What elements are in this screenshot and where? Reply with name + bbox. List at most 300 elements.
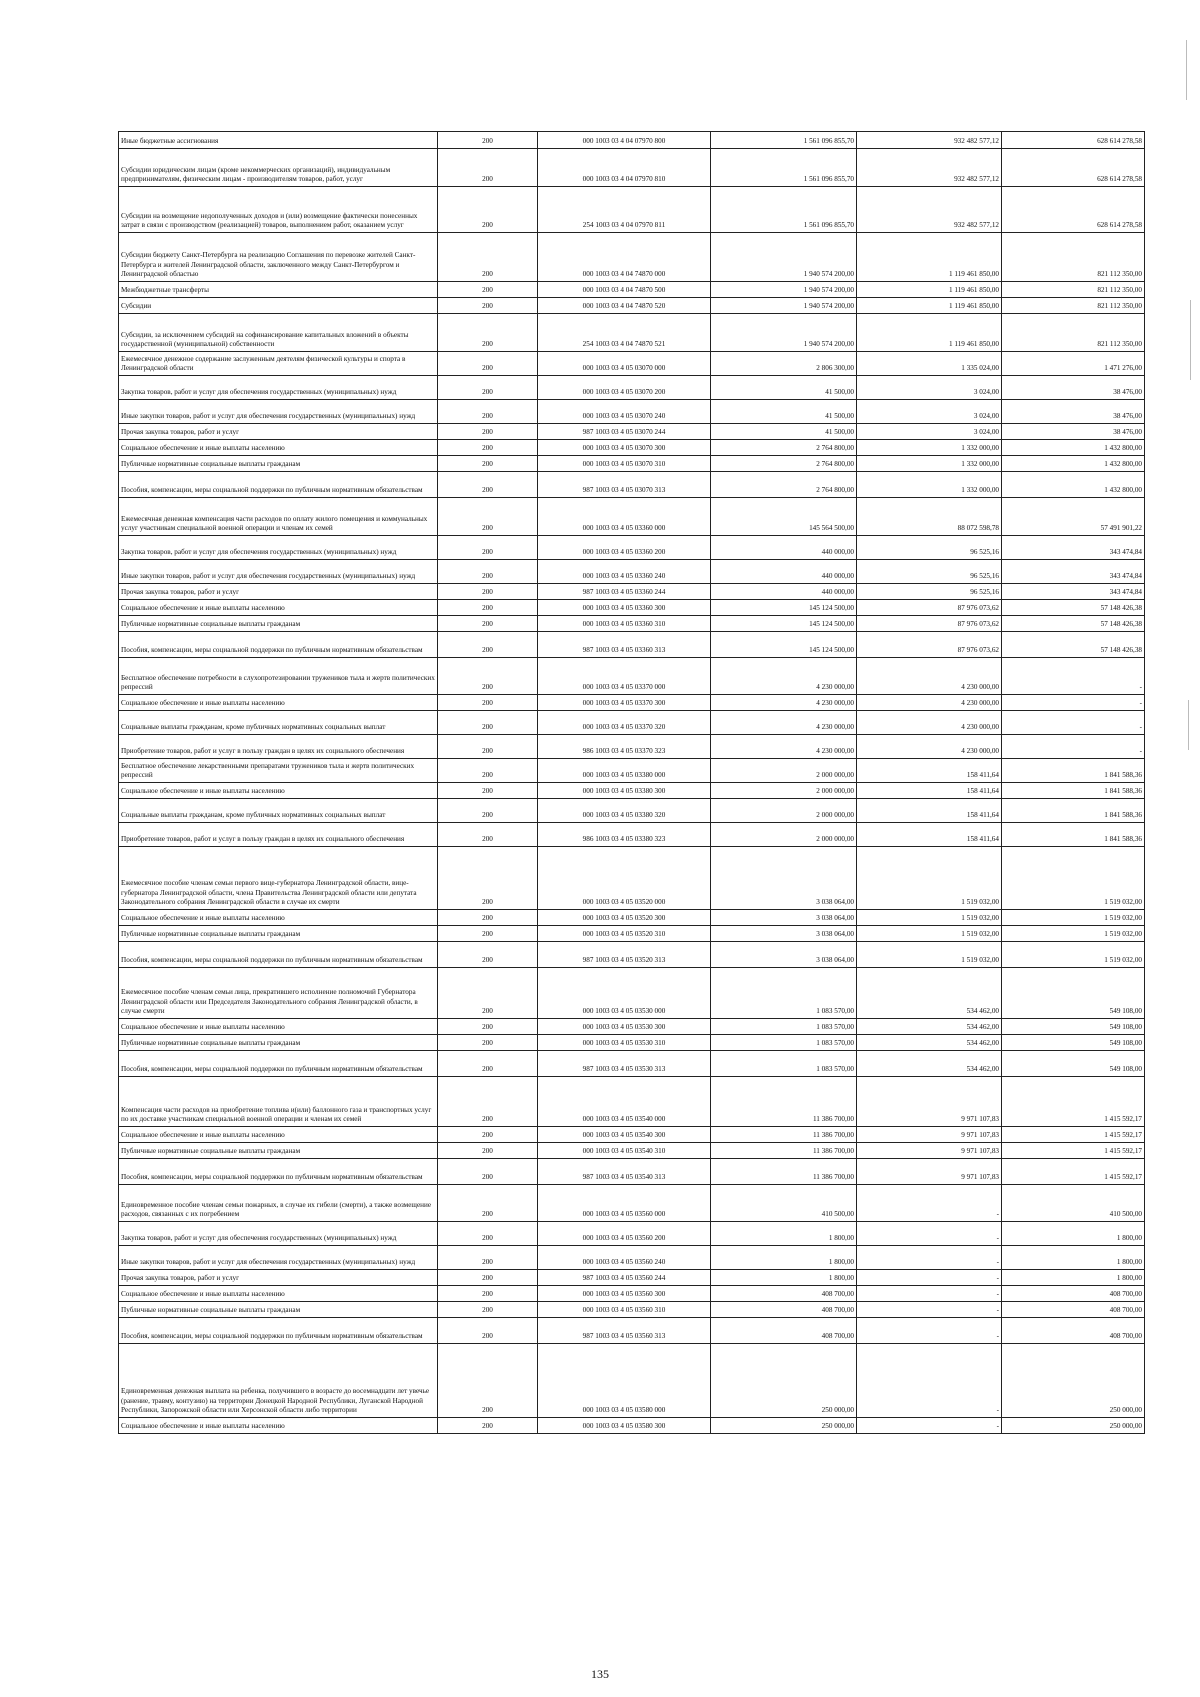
row-classification-cell: 987 1003 03 4 05 03070 313 (538, 472, 711, 498)
row-name-cell: Единовременное пособие членам семьи пожарных, в случае их гибели (смерти), а также возмещение расходов, связанных с их погребением (119, 1185, 438, 1222)
row-unexecuted-cell: 1 519 032,00 (1002, 910, 1145, 926)
row-code-cell: 200 (438, 400, 538, 424)
row-classification-cell: 254 1003 03 4 04 07970 811 (538, 187, 711, 233)
row-unexecuted-cell: 1 841 588,36 (1002, 823, 1145, 847)
row-executed-cell: 87 976 073,62 (857, 600, 1002, 616)
table-row (119, 233, 1145, 282)
row-name-cell: Социальное обеспечение и иные выплаты населению (119, 1019, 438, 1035)
row-approved-cell: 440 000,00 (711, 536, 857, 560)
row-approved-cell: 1 940 574 200,00 (711, 282, 857, 298)
row-name-cell: Социальное обеспечение и иные выплаты населению (119, 440, 438, 456)
row-code-cell: 200 (438, 1418, 538, 1434)
row-name-cell: Публичные нормативные социальные выплаты гражданам (119, 1143, 438, 1159)
row-name-cell: Иные закупки товаров, работ и услуг для обеспечения государственных (муниципальных) нужд (119, 1246, 438, 1270)
row-code-cell: 200 (438, 968, 538, 1019)
row-classification-cell: 000 1003 03 4 05 03070 300 (538, 440, 711, 456)
row-name-cell: Компенсация части расходов на приобретение топлива и(или) баллонного газа и транспортных услуг по их доставке участникам специальной военной операции и членам их семей (119, 1077, 438, 1127)
row-approved-cell: 1 940 574 200,00 (711, 298, 857, 314)
row-approved-cell: 145 564 500,00 (711, 498, 857, 536)
row-approved-cell: 11 386 700,00 (711, 1143, 857, 1159)
row-name-cell: Бесплатное обеспечение потребности в слухопротезировании тружеников тыла и жертв политических репрессий (119, 658, 438, 695)
row-code-cell: 200 (438, 711, 538, 735)
row-executed-cell: 3 024,00 (857, 424, 1002, 440)
row-executed-cell: 158 411,64 (857, 759, 1002, 783)
row-approved-cell: 145 124 500,00 (711, 632, 857, 658)
row-classification-cell: 987 1003 03 4 05 03070 244 (538, 424, 711, 440)
row-unexecuted-cell: 1 432 800,00 (1002, 456, 1145, 472)
row-approved-cell: 11 386 700,00 (711, 1127, 857, 1143)
row-executed-cell: 88 072 598,78 (857, 498, 1002, 536)
row-executed-cell: 1 119 461 850,00 (857, 282, 1002, 298)
row-code-cell: 200 (438, 910, 538, 926)
row-code-cell: 200 (438, 1344, 538, 1418)
row-unexecuted-cell: 1 432 800,00 (1002, 440, 1145, 456)
row-classification-cell: 254 1003 03 4 04 74870 521 (538, 314, 711, 352)
row-unexecuted-cell: 549 108,00 (1002, 968, 1145, 1019)
row-name-cell: Социальные выплаты гражданам, кроме публичных нормативных социальных выплат (119, 799, 438, 823)
row-name-cell: Социальное обеспечение и иные выплаты населению (119, 695, 438, 711)
row-name-cell: Социальное обеспечение и иные выплаты населению (119, 600, 438, 616)
row-code-cell: 200 (438, 298, 538, 314)
row-classification-cell: 000 1003 03 4 05 03360 000 (538, 498, 711, 536)
row-approved-cell: 408 700,00 (711, 1318, 857, 1344)
row-unexecuted-cell: 1 800,00 (1002, 1246, 1145, 1270)
row-executed-cell: 1 519 032,00 (857, 942, 1002, 968)
row-approved-cell: 250 000,00 (711, 1344, 857, 1418)
table-row (119, 968, 1145, 1019)
row-executed-cell: 4 230 000,00 (857, 735, 1002, 759)
row-code-cell: 200 (438, 1127, 538, 1143)
row-classification-cell: 987 1003 03 4 05 03360 313 (538, 632, 711, 658)
row-approved-cell: 250 000,00 (711, 1418, 857, 1434)
row-name-cell: Социальное обеспечение и иные выплаты населению (119, 783, 438, 799)
table-row (119, 1286, 1145, 1302)
row-code-cell: 200 (438, 149, 538, 187)
row-unexecuted-cell: 549 108,00 (1002, 1035, 1145, 1051)
row-executed-cell: 1 332 000,00 (857, 440, 1002, 456)
row-code-cell: 200 (438, 632, 538, 658)
row-name-cell: Закупка товаров, работ и услуг для обеспечения государственных (муниципальных) нужд (119, 536, 438, 560)
table-row (119, 187, 1145, 233)
row-classification-cell: 987 1003 03 4 05 03520 313 (538, 942, 711, 968)
row-approved-cell: 4 230 000,00 (711, 695, 857, 711)
table-row (119, 1318, 1145, 1344)
row-approved-cell: 4 230 000,00 (711, 711, 857, 735)
table-row (119, 1418, 1145, 1434)
table-row (119, 376, 1145, 400)
row-executed-cell: 4 230 000,00 (857, 711, 1002, 735)
row-unexecuted-cell: 821 112 350,00 (1002, 233, 1145, 282)
row-unexecuted-cell: 549 108,00 (1002, 1051, 1145, 1077)
row-approved-cell: 1 561 096 855,70 (711, 187, 857, 233)
table-row (119, 600, 1145, 616)
row-classification-cell: 000 1003 03 4 05 03560 300 (538, 1286, 711, 1302)
table-row (119, 1344, 1145, 1418)
row-name-cell: Межбюджетные трансферты (119, 282, 438, 298)
row-approved-cell: 11 386 700,00 (711, 1159, 857, 1185)
row-classification-cell: 000 1003 03 4 05 03360 240 (538, 560, 711, 584)
row-name-cell: Иные закупки товаров, работ и услуг для обеспечения государственных (муниципальных) нужд (119, 400, 438, 424)
row-code-cell: 200 (438, 187, 538, 233)
table-row (119, 149, 1145, 187)
row-executed-cell: 1 335 024,00 (857, 352, 1002, 376)
row-unexecuted-cell: 628 614 278,58 (1002, 132, 1145, 149)
row-code-cell: 200 (438, 1246, 538, 1270)
table-row (119, 942, 1145, 968)
row-classification-cell: 000 1003 03 4 04 74870 000 (538, 233, 711, 282)
row-unexecuted-cell: 1 415 592,17 (1002, 1127, 1145, 1143)
row-unexecuted-cell: - (1002, 658, 1145, 695)
row-code-cell: 200 (438, 1286, 538, 1302)
row-code-cell: 200 (438, 584, 538, 600)
row-executed-cell: 4 230 000,00 (857, 658, 1002, 695)
row-classification-cell: 000 1003 03 4 05 03380 320 (538, 799, 711, 823)
row-executed-cell: 534 462,00 (857, 1035, 1002, 1051)
row-executed-cell: 1 519 032,00 (857, 910, 1002, 926)
row-unexecuted-cell: 628 614 278,58 (1002, 149, 1145, 187)
row-code-cell: 200 (438, 823, 538, 847)
row-unexecuted-cell: 408 700,00 (1002, 1286, 1145, 1302)
row-name-cell: Единовременная денежная выплата на ребенка, получившего в возрасте до восемнадцати лет увечье (ранение, травму, контузию) на территории Донецкой Народной Республики, Луганской Народной Республики, Запорожской области или Херсонской области либо территории (119, 1344, 438, 1418)
row-code-cell: 200 (438, 132, 538, 149)
scan-speck (1190, 300, 1191, 380)
row-classification-cell: 000 1003 03 4 05 03360 200 (538, 536, 711, 560)
row-approved-cell: 2 806 300,00 (711, 352, 857, 376)
row-executed-cell: 9 971 107,83 (857, 1077, 1002, 1127)
row-code-cell: 200 (438, 282, 538, 298)
row-executed-cell: 96 525,16 (857, 560, 1002, 584)
row-name-cell: Пособия, компенсации, меры социальной поддержки по публичным нормативным обязательствам (119, 942, 438, 968)
table-row (119, 298, 1145, 314)
row-classification-cell: 000 1003 03 4 05 03520 300 (538, 910, 711, 926)
row-code-cell: 200 (438, 1077, 538, 1127)
table-row (119, 282, 1145, 298)
row-unexecuted-cell: 410 500,00 (1002, 1185, 1145, 1222)
table-row (119, 314, 1145, 352)
row-approved-cell: 2 000 000,00 (711, 783, 857, 799)
row-executed-cell: 9 971 107,83 (857, 1159, 1002, 1185)
row-executed-cell: 1 332 000,00 (857, 472, 1002, 498)
table-row (119, 456, 1145, 472)
row-approved-cell: 145 124 500,00 (711, 600, 857, 616)
row-executed-cell: - (857, 1418, 1002, 1434)
row-classification-cell: 000 1003 03 4 05 03070 200 (538, 376, 711, 400)
row-approved-cell: 2 000 000,00 (711, 823, 857, 847)
row-code-cell: 200 (438, 799, 538, 823)
row-name-cell: Приобретение товаров, работ и услуг в пользу граждан в целях их социального обеспечения (119, 823, 438, 847)
row-approved-cell: 2 764 800,00 (711, 456, 857, 472)
row-code-cell: 200 (438, 735, 538, 759)
row-classification-cell: 000 1003 03 4 05 03540 300 (538, 1127, 711, 1143)
row-code-cell: 200 (438, 456, 538, 472)
row-code-cell: 200 (438, 783, 538, 799)
row-classification-cell: 000 1003 03 4 05 03370 320 (538, 711, 711, 735)
row-executed-cell: 3 024,00 (857, 376, 1002, 400)
table-row (119, 735, 1145, 759)
budget-table-container (118, 131, 1144, 1434)
row-code-cell: 200 (438, 600, 538, 616)
row-approved-cell: 145 124 500,00 (711, 616, 857, 632)
table-row (119, 1019, 1145, 1035)
row-executed-cell: - (857, 1270, 1002, 1286)
row-unexecuted-cell: 821 112 350,00 (1002, 298, 1145, 314)
row-code-cell: 200 (438, 1035, 538, 1051)
row-code-cell: 200 (438, 1270, 538, 1286)
row-approved-cell: 1 083 570,00 (711, 968, 857, 1019)
row-name-cell: Пособия, компенсации, меры социальной поддержки по публичным нормативным обязательствам (119, 632, 438, 658)
row-unexecuted-cell: 628 614 278,58 (1002, 187, 1145, 233)
row-classification-cell: 000 1003 03 4 05 03540 310 (538, 1143, 711, 1159)
row-approved-cell: 410 500,00 (711, 1185, 857, 1222)
row-name-cell: Публичные нормативные социальные выплаты гражданам (119, 456, 438, 472)
row-unexecuted-cell: 250 000,00 (1002, 1418, 1145, 1434)
row-executed-cell: 87 976 073,62 (857, 632, 1002, 658)
row-classification-cell: 000 1003 03 4 05 03530 000 (538, 968, 711, 1019)
row-name-cell: Прочая закупка товаров, работ и услуг (119, 1270, 438, 1286)
row-name-cell: Закупка товаров, работ и услуг для обеспечения государственных (муниципальных) нужд (119, 376, 438, 400)
row-name-cell: Ежемесячное пособие членам семьи первого вице-губернатора Ленинградской области, вице-губернатора Ленинградской области, члена Правительства Ленинградской области или депутата Законодательного собрания Ленинградской области в случае их смерти (119, 847, 438, 910)
row-unexecuted-cell: 57 148 426,38 (1002, 632, 1145, 658)
row-approved-cell: 11 386 700,00 (711, 1077, 857, 1127)
row-classification-cell: 987 1003 03 4 05 03360 244 (538, 584, 711, 600)
row-classification-cell: 000 1003 03 4 05 03070 000 (538, 352, 711, 376)
row-approved-cell: 408 700,00 (711, 1286, 857, 1302)
row-approved-cell: 1 561 096 855,70 (711, 132, 857, 149)
row-name-cell: Субсидии (119, 298, 438, 314)
row-classification-cell: 987 1003 03 4 05 03530 313 (538, 1051, 711, 1077)
row-approved-cell: 2 000 000,00 (711, 759, 857, 783)
row-code-cell: 200 (438, 314, 538, 352)
row-classification-cell: 000 1003 03 4 05 03560 200 (538, 1222, 711, 1246)
row-unexecuted-cell: 1 841 588,36 (1002, 783, 1145, 799)
row-code-cell: 200 (438, 1019, 538, 1035)
table-row (119, 1127, 1145, 1143)
row-name-cell: Пособия, компенсации, меры социальной поддержки по публичным нормативным обязательствам (119, 472, 438, 498)
row-unexecuted-cell: 38 476,00 (1002, 424, 1145, 440)
row-unexecuted-cell: 1 519 032,00 (1002, 926, 1145, 942)
row-code-cell: 200 (438, 472, 538, 498)
row-executed-cell: - (857, 1302, 1002, 1318)
table-row (119, 352, 1145, 376)
row-name-cell: Бесплатное обеспечение лекарственными препаратами тружеников тыла и жертв политических репрессий (119, 759, 438, 783)
row-name-cell: Публичные нормативные социальные выплаты гражданам (119, 1035, 438, 1051)
row-executed-cell: - (857, 1344, 1002, 1418)
table-row (119, 1246, 1145, 1270)
row-name-cell: Социальное обеспечение и иные выплаты населению (119, 1418, 438, 1434)
table-row (119, 1159, 1145, 1185)
row-classification-cell: 000 1003 03 4 05 03370 300 (538, 695, 711, 711)
table-row (119, 632, 1145, 658)
table-row (119, 1185, 1145, 1222)
row-executed-cell: 1 119 461 850,00 (857, 314, 1002, 352)
table-row (119, 759, 1145, 783)
row-code-cell: 200 (438, 658, 538, 695)
row-executed-cell: 534 462,00 (857, 1019, 1002, 1035)
row-executed-cell: 158 411,64 (857, 799, 1002, 823)
table-row (119, 472, 1145, 498)
row-name-cell: Социальное обеспечение и иные выплаты населению (119, 1286, 438, 1302)
row-unexecuted-cell: 1 415 592,17 (1002, 1143, 1145, 1159)
row-unexecuted-cell: 57 148 426,38 (1002, 600, 1145, 616)
row-classification-cell: 000 1003 03 4 04 74870 500 (538, 282, 711, 298)
row-approved-cell: 3 038 064,00 (711, 942, 857, 968)
row-code-cell: 200 (438, 440, 538, 456)
table-row (119, 498, 1145, 536)
row-classification-cell: 000 1003 03 4 05 03580 000 (538, 1344, 711, 1418)
row-executed-cell: 1 119 461 850,00 (857, 233, 1002, 282)
row-name-cell: Социальное обеспечение и иные выплаты населению (119, 1127, 438, 1143)
row-code-cell: 200 (438, 424, 538, 440)
table-row (119, 847, 1145, 910)
table-row (119, 560, 1145, 584)
row-code-cell: 200 (438, 616, 538, 632)
table-row (119, 910, 1145, 926)
row-unexecuted-cell: 1 415 592,17 (1002, 1077, 1145, 1127)
row-approved-cell: 440 000,00 (711, 584, 857, 600)
row-executed-cell: 96 525,16 (857, 536, 1002, 560)
row-executed-cell: 1 332 000,00 (857, 456, 1002, 472)
row-unexecuted-cell: 57 148 426,38 (1002, 616, 1145, 632)
row-executed-cell: 87 976 073,62 (857, 616, 1002, 632)
row-executed-cell: - (857, 1318, 1002, 1344)
row-name-cell: Приобретение товаров, работ и услуг в пользу граждан в целях их социального обеспечения (119, 735, 438, 759)
row-executed-cell: - (857, 1286, 1002, 1302)
row-code-cell: 200 (438, 847, 538, 910)
row-classification-cell: 986 1003 03 4 05 03380 323 (538, 823, 711, 847)
row-classification-cell: 000 1003 03 4 04 07970 810 (538, 149, 711, 187)
table-row (119, 783, 1145, 799)
row-unexecuted-cell: 1 800,00 (1002, 1270, 1145, 1286)
row-executed-cell: 932 482 577,12 (857, 187, 1002, 233)
table-row (119, 424, 1145, 440)
row-code-cell: 200 (438, 1143, 538, 1159)
row-unexecuted-cell: 1 841 588,36 (1002, 759, 1145, 783)
row-name-cell: Ежемесячная денежная компенсация части расходов по оплату жилого помещения и коммунальных услуг участникам специальной военной операции и членам их семей (119, 498, 438, 536)
row-classification-cell: 000 1003 03 4 05 03360 310 (538, 616, 711, 632)
row-classification-cell: 000 1003 03 4 05 03380 300 (538, 783, 711, 799)
row-code-cell: 200 (438, 1302, 538, 1318)
row-code-cell: 200 (438, 498, 538, 536)
row-classification-cell: 000 1003 03 4 05 03070 310 (538, 456, 711, 472)
row-name-cell: Публичные нормативные социальные выплаты гражданам (119, 1302, 438, 1318)
row-classification-cell: 000 1003 03 4 05 03540 000 (538, 1077, 711, 1127)
row-code-cell: 200 (438, 1222, 538, 1246)
row-code-cell: 200 (438, 1185, 538, 1222)
row-unexecuted-cell: 343 474,84 (1002, 536, 1145, 560)
row-name-cell: Ежемесячное денежное содержание заслуженным деятелям физической культуры и спорта в Ленинградской области (119, 352, 438, 376)
table-row (119, 440, 1145, 456)
row-classification-cell: 000 1003 03 4 04 07970 800 (538, 132, 711, 149)
table-row (119, 926, 1145, 942)
row-unexecuted-cell: 1 519 032,00 (1002, 847, 1145, 910)
row-name-cell: Социальное обеспечение и иные выплаты населению (119, 910, 438, 926)
row-unexecuted-cell: 1 432 800,00 (1002, 472, 1145, 498)
row-executed-cell: 932 482 577,12 (857, 132, 1002, 149)
row-name-cell: Субсидии юридическим лицам (кроме некоммерческих организаций), индивидуальным предпринимателям, физическим лицам - производителям товаров, работ, услуг (119, 149, 438, 187)
row-classification-cell: 000 1003 03 4 05 03560 240 (538, 1246, 711, 1270)
row-unexecuted-cell: 250 000,00 (1002, 1344, 1145, 1418)
row-classification-cell: 000 1003 03 4 05 03580 300 (538, 1418, 711, 1434)
scan-speck (1188, 700, 1189, 750)
row-name-cell: Иные бюджетные ассигнования (119, 132, 438, 149)
row-unexecuted-cell: 549 108,00 (1002, 1019, 1145, 1035)
row-name-cell: Прочая закупка товаров, работ и услуг (119, 584, 438, 600)
row-approved-cell: 3 038 064,00 (711, 847, 857, 910)
row-approved-cell: 3 038 064,00 (711, 910, 857, 926)
row-executed-cell: - (857, 1185, 1002, 1222)
row-approved-cell: 2 764 800,00 (711, 440, 857, 456)
row-classification-cell: 987 1003 03 4 05 03540 313 (538, 1159, 711, 1185)
row-code-cell: 200 (438, 759, 538, 783)
row-unexecuted-cell: 408 700,00 (1002, 1302, 1145, 1318)
row-executed-cell: 534 462,00 (857, 1051, 1002, 1077)
row-name-cell: Публичные нормативные социальные выплаты гражданам (119, 926, 438, 942)
row-classification-cell: 000 1003 03 4 05 03380 000 (538, 759, 711, 783)
row-unexecuted-cell: 408 700,00 (1002, 1318, 1145, 1344)
row-approved-cell: 1 083 570,00 (711, 1019, 857, 1035)
row-approved-cell: 41 500,00 (711, 424, 857, 440)
row-unexecuted-cell: 1 800,00 (1002, 1222, 1145, 1246)
row-executed-cell: - (857, 1222, 1002, 1246)
row-approved-cell: 1 561 096 855,70 (711, 149, 857, 187)
row-unexecuted-cell: 1 841 588,36 (1002, 799, 1145, 823)
row-unexecuted-cell: 343 474,84 (1002, 584, 1145, 600)
row-classification-cell: 000 1003 03 4 05 03530 310 (538, 1035, 711, 1051)
row-executed-cell: 158 411,64 (857, 783, 1002, 799)
row-approved-cell: 1 800,00 (711, 1270, 857, 1286)
row-unexecuted-cell: 38 476,00 (1002, 376, 1145, 400)
row-approved-cell: 1 940 574 200,00 (711, 233, 857, 282)
row-unexecuted-cell: 821 112 350,00 (1002, 282, 1145, 298)
row-classification-cell: 986 1003 03 4 05 03370 323 (538, 735, 711, 759)
row-unexecuted-cell: - (1002, 735, 1145, 759)
row-code-cell: 200 (438, 233, 538, 282)
row-code-cell: 200 (438, 376, 538, 400)
row-name-cell: Иные закупки товаров, работ и услуг для обеспечения государственных (муниципальных) нужд (119, 560, 438, 584)
row-classification-cell: 000 1003 03 4 05 03560 310 (538, 1302, 711, 1318)
row-name-cell: Субсидии бюджету Санкт-Петербурга на реализацию Соглашения по перевозке жителей Санкт-Петербурга и жителей Ленинградской области, заключенного между Санкт-Петербургом и Ленинградской областью (119, 233, 438, 282)
row-unexecuted-cell: 821 112 350,00 (1002, 314, 1145, 352)
table-row (119, 1302, 1145, 1318)
row-unexecuted-cell: - (1002, 711, 1145, 735)
table-row (119, 1143, 1145, 1159)
table-row (119, 1270, 1145, 1286)
row-approved-cell: 2 000 000,00 (711, 799, 857, 823)
row-name-cell: Субсидии на возмещение недополученных доходов и (или) возмещение фактически понесенных затрат в связи с производством (реализацией) товаров, выполнением работ, оказанием услуг (119, 187, 438, 233)
row-classification-cell: 000 1003 03 4 05 03370 000 (538, 658, 711, 695)
row-executed-cell: 3 024,00 (857, 400, 1002, 424)
row-executed-cell: 534 462,00 (857, 968, 1002, 1019)
row-executed-cell: 158 411,64 (857, 823, 1002, 847)
table-row (119, 400, 1145, 424)
row-approved-cell: 41 500,00 (711, 400, 857, 424)
table-body (119, 132, 1145, 1434)
row-executed-cell: 9 971 107,83 (857, 1143, 1002, 1159)
table-row (119, 823, 1145, 847)
row-approved-cell: 408 700,00 (711, 1302, 857, 1318)
row-classification-cell: 000 1003 03 4 05 03360 300 (538, 600, 711, 616)
row-name-cell: Субсидии, за исключением субсидий на софинансирование капитальных вложений в объекты государственной (муниципальной) собственности (119, 314, 438, 352)
row-name-cell: Социальные выплаты гражданам, кроме публичных нормативных социальных выплат (119, 711, 438, 735)
table-row (119, 711, 1145, 735)
row-executed-cell: 1 519 032,00 (857, 926, 1002, 942)
row-classification-cell: 000 1003 03 4 05 03560 000 (538, 1185, 711, 1222)
table-row (119, 658, 1145, 695)
scan-speck (1186, 40, 1187, 100)
row-approved-cell: 1 800,00 (711, 1222, 857, 1246)
row-classification-cell: 000 1003 03 4 05 03520 000 (538, 847, 711, 910)
row-name-cell: Пособия, компенсации, меры социальной поддержки по публичным нормативным обязательствам (119, 1318, 438, 1344)
